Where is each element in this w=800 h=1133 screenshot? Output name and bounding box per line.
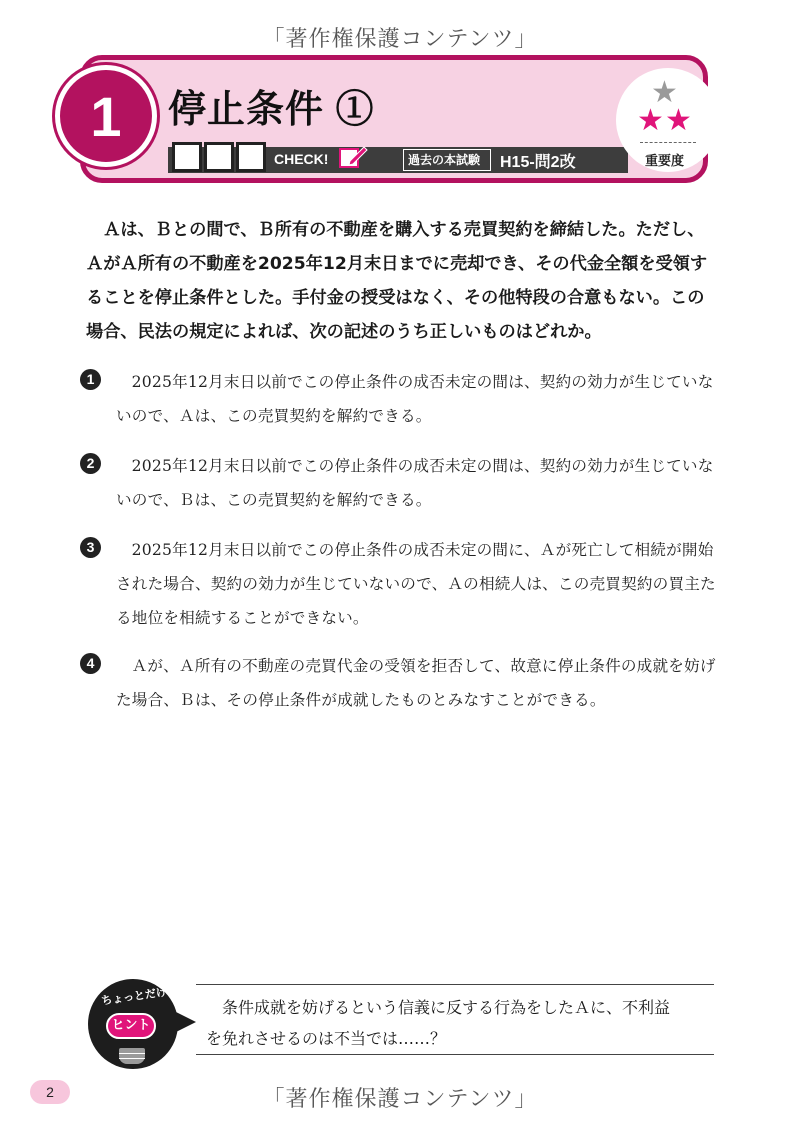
past-exam-label: 過去の本試験 xyxy=(408,153,481,167)
question-title: 停止条件 ① xyxy=(168,89,375,131)
hint-text xyxy=(206,992,716,1054)
choice-number: 4 xyxy=(80,653,101,674)
choice-text: 2025年12月末日以前でこの停止条件の成否未定の間は、契約の効力が生じていないので、Ａは、この売買契約を解約できる。 xyxy=(116,373,714,425)
pencil-icon xyxy=(338,143,368,171)
choice-text: Ａが、Ａ所有の不動産の売買代金の受領を拒否して、故意に停止条件の成就を妨げた場合、Ｂは、その停止条件が成就したものとみなすことができる。 xyxy=(116,657,716,709)
choice-2[interactable] xyxy=(80,449,720,517)
choice-number: 3 xyxy=(80,537,101,558)
question-number-badge xyxy=(55,65,157,167)
check-box-2[interactable] xyxy=(204,142,234,172)
choice-text: 2025年12月末日以前でこの停止条件の成否未定の間は、契約の効力が生じていないので、Ｂは、この売買契約を解約できる。 xyxy=(116,457,714,509)
choice-number: 1 xyxy=(80,369,101,390)
choice-number: 2 xyxy=(80,453,101,474)
choice-text: 2025年12月末日以前でこの停止条件の成否未定の間に、Ａが死亡して相続が開始された場合、契約の効力が生じていないので、Ａの相続人は、この売買契約の買主たる地位を相続することができない。 xyxy=(116,541,716,627)
hint-badge: ヒント xyxy=(106,1013,156,1039)
question-number: 1 xyxy=(90,84,122,148)
hint-line-2: を免れさせるのは不当では……？ xyxy=(206,1029,447,1048)
choice-1[interactable] xyxy=(80,365,720,433)
choice-4[interactable] xyxy=(80,649,720,717)
importance-divider xyxy=(640,142,696,143)
star-empty-icon: ★ xyxy=(651,75,678,110)
bulb-base xyxy=(119,1048,145,1064)
hint-top-rule xyxy=(196,984,714,985)
question-body xyxy=(86,213,718,349)
bulb-base-line xyxy=(119,1053,145,1054)
check-box-1[interactable] xyxy=(172,142,202,172)
watermark-top: 「著作権保護コンテンツ」 xyxy=(262,27,538,52)
hint-bubble-tail xyxy=(176,1012,196,1032)
check-label: CHECK! xyxy=(274,151,329,167)
star-filled-icon: ★ xyxy=(637,103,664,138)
hint-line-1: 条件成就を妨げるという信義に反する行為をしたＡに、不利益 xyxy=(222,998,671,1017)
exam-reference: H15-問2改 xyxy=(500,154,576,171)
importance-label: 重要度 xyxy=(645,154,685,169)
choice-3[interactable] xyxy=(80,533,720,635)
star-filled-icon: ★ xyxy=(665,103,692,138)
hint-bottom-rule xyxy=(196,1054,714,1055)
question-text: Ａは、Ｂとの間で、Ｂ所有の不動産を購入する売買契約を締結した。ただし、ＡがＡ所有の不動産を2025年12月末日までに売却でき、その代金全額を受領することを停止条件とした。手付金の授受はなく、その他特段の合意もない。この場合、民法の規定によれば、次の記述のうち正しいものはどれか。 xyxy=(86,220,708,342)
page-number: 2 xyxy=(30,1080,70,1104)
check-box-3[interactable] xyxy=(236,142,266,172)
bulb-base-line xyxy=(119,1058,145,1059)
watermark-bottom: 「著作権保護コンテンツ」 xyxy=(262,1087,538,1112)
hint-caption: ちょっとだけ xyxy=(100,985,168,1008)
